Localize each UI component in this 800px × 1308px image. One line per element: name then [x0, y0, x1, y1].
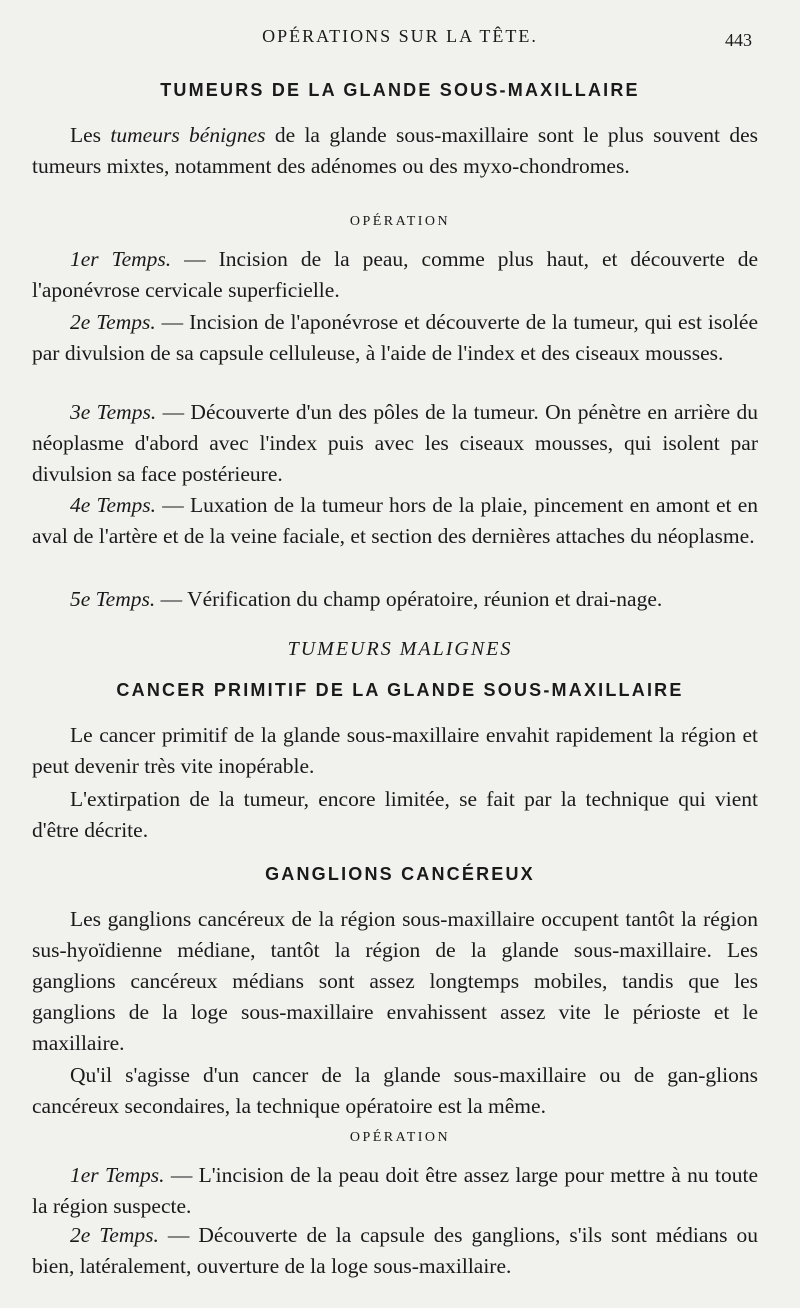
body-paragraph: Les ganglions cancéreux de la région sous-maxillaire occupent tantôt la région sus-hyoïdienne médiane, tantôt la région de la glande sous-maxillaire. Les ganglions cancéreux médians sont assez longtemps mobiles, tandis que les ganglions de la loge sous-maxillaire envahissent assez vite le périoste et le maxillaire. [32, 907, 758, 1055]
step-label: 4e Temps. [70, 493, 157, 517]
step-paragraph: 1er Temps. — Incision de la peau, comme plus haut, et découverte de l'aponévrose cervicale superficielle. [32, 247, 758, 302]
operation-label-2: OPÉRATION [349, 1130, 451, 1145]
intro-paragraph: Les tumeurs bénignes de la glande sous-maxillaire sont le plus souvent des tumeurs mixtes, notamment des adénomes ou des myxo-chondromes. [32, 123, 759, 178]
step-label: 5e Temps. [70, 587, 156, 611]
page-number: 443 [725, 30, 752, 50]
section-title-benign: TUMEURS DE LA GLANDE SOUS-MAXILLAIRE [160, 80, 640, 100]
step-label: 2e Temps. [70, 310, 156, 334]
operation-label-1: OPÉRATION [349, 214, 451, 229]
section-title-primary-cancer: CANCER PRIMITIF DE LA GLANDE SOUS-MAXILLAIRE [116, 680, 684, 700]
body-paragraph: Le cancer primitif de la glande sous-maxillaire envahit rapidement la région et peut devenir très vite inopérable. [32, 723, 758, 778]
step-label: 3e Temps. [70, 400, 157, 424]
body-paragraph: L'extirpation de la tumeur, encore limitée, se fait par la technique qui vient d'être décrite. [32, 787, 758, 842]
step-paragraph: 5e Temps. — Vérification du champ opératoire, réunion et drai-nage. [70, 587, 663, 611]
step-label: 1er Temps. [70, 247, 172, 271]
step-label: 1er Temps. [70, 1163, 165, 1187]
step-paragraph: 4e Temps. — Luxation de la tumeur hors de la plaie, pincement en amont et en aval de l'artère et de la veine faciale, et section des dernières attaches du néoplasme. [32, 493, 759, 548]
step-label: 2e Temps. [70, 1223, 159, 1247]
step-paragraph: 2e Temps. — Découverte de la capsule des ganglions, s'ils sont médians ou bien, latéralement, ouverture de la loge sous-maxillaire. [32, 1223, 759, 1278]
section-title-lymph-nodes: GANGLIONS CANCÉREUX [265, 864, 535, 884]
step-paragraph: 3e Temps. — Découverte d'un des pôles de la tumeur. On pénètre en arrière du néoplasme d'abord avec l'index puis avec les ciseaux mousses, qui isolent par divulsion sa face postérieure. [32, 400, 758, 486]
body-paragraph: Qu'il s'agisse d'un cancer de la glande sous-maxillaire ou de gan-glions cancéreux secondaires, la technique opératoire est la même. [32, 1063, 758, 1118]
running-title: OPÉRATIONS SUR LA TÊTE. [262, 26, 538, 46]
malignant-tumors-heading: TUMEURS MALIGNES [287, 638, 513, 660]
step-paragraph: 1er Temps. — L'incision de la peau doit être assez large pour mettre à nu toute la région suspecte. [32, 1163, 758, 1218]
intro-italic-term: tumeurs bénignes [110, 123, 266, 147]
step-paragraph: 2e Temps. — Incision de l'aponévrose et découverte de la tumeur, qui est isolée par divulsion de sa capsule celluleuse, à l'aide de l'index et des ciseaux mousses. [32, 310, 758, 365]
